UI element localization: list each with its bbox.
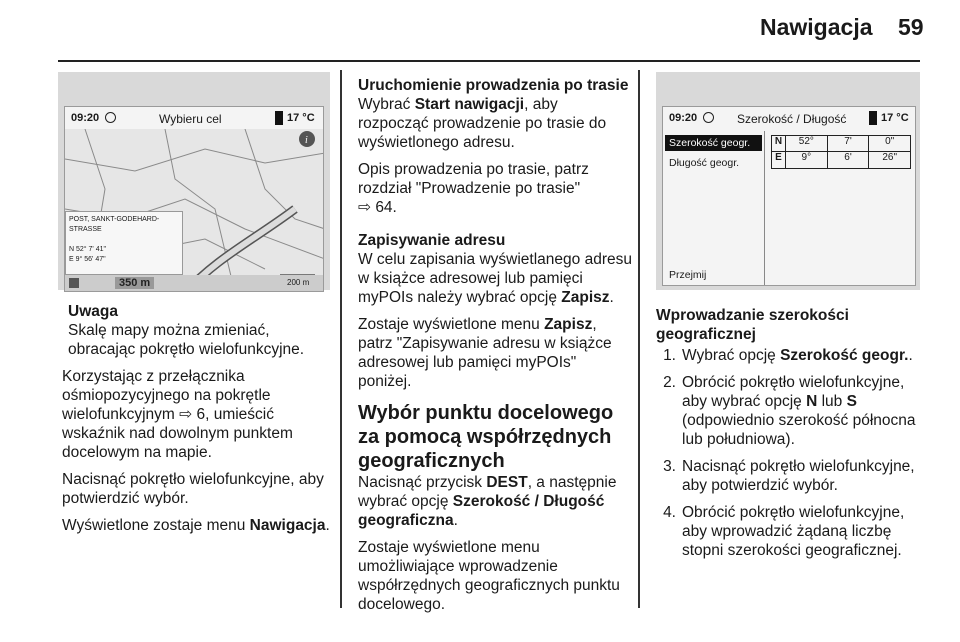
screen-time: 09:20 [669,112,698,124]
note-text: Skalę mapy można zmieniać, obracając pokrętło wielofunkcyjne. [68,322,305,358]
heading-save-address: Zapisywanie adresu [358,232,506,249]
heading-start-guidance: Uruchomienie prowadzenia po trasie [358,77,629,94]
page-title: Nawigacja [760,14,873,40]
paragraph: Korzystając z przełącznika ośmiopozycyjnego na pokrętle wielofunkcyjnym ⇨ 6, umieścić wskaźnik nad dowolnym punktem docelowym na mapie. [62,368,293,461]
map-scale-secondary: 200 m [287,278,310,287]
accept-button[interactable]: Przejmij [669,269,707,281]
column-2-body [358,76,632,622]
popup-latitude: N 52° 7' 41" [69,246,106,253]
coordinate-screen [662,106,916,286]
map-menu-icon[interactable] [69,278,79,288]
address-popup [65,211,183,275]
menu-item-latitude[interactable]: Szerokość geogr. [665,135,762,151]
coordinate-menu [663,131,765,286]
coordinate-screenshot-panel [656,72,920,290]
popup-longitude: E 9° 56' 47" [69,256,106,263]
screen-title: Szerokość / Długość [737,112,847,126]
screen-status-bar [65,107,323,129]
list-item: 2. Obrócić pokrętło wielofunkcyjne, aby wybrać opcję N lub S (odpowiednio szerokość północna lub południowa). [663,374,916,448]
column-3-body [656,306,922,568]
thermometer-icon [869,111,877,125]
paragraph: Nacisnąć przycisk DEST, a następnie wybrać opcję Szerokość / Długość geograficzna. [358,474,617,529]
paragraph: Zostaje wyświetlone menu Zapisz, patrz "Zapisywanie adresu w książce adresowej lub pamięci myPOIs" poniżej. [358,316,612,390]
svg-text:i: i [305,135,308,146]
coordinate-row-lon: E 9° 6' 26" [771,152,911,169]
paragraph: Wybrać Start nawigacji, aby rozpocząć prowadzenie po trasie do wyświetlonego adresu. [358,96,607,151]
page-number: 59 [898,14,924,40]
column-divider-1 [340,70,342,608]
thermometer-icon [275,111,283,125]
paragraph: Wyświetlone zostaje menu Nawigacja. [62,517,330,534]
coordinate-row-lat: N 52° 7' 0" [771,135,911,152]
column-1-body [62,367,334,543]
screen-temperature: 17 °C [287,112,315,124]
clock-icon [105,112,116,123]
map-screenshot-panel [58,72,330,290]
arrow-ref-icon: ⇨ [179,406,193,423]
note-title: Uwaga [68,303,118,320]
list-item: 1. Wybrać opcję Szerokość geogr.. [663,347,913,364]
clock-icon [703,112,714,123]
header-divider [58,60,920,62]
section-heading-coordinates: Wybór punktu docelowego za pomocą współrzędnych geograficznych [358,402,614,472]
screen-temperature: 17 °C [881,112,909,124]
arrow-ref-icon: ⇨ [358,199,371,216]
heading-latitude-entry: Wprowadzanie szerokości geograficznej [656,307,849,343]
note-block [68,302,330,359]
column-divider-2 [638,70,640,608]
screen-status-bar [663,107,915,129]
paragraph: W celu zapisania wyświetlanego adresu w książce adresowej lub pamięci myPOIs należy wybrać opcję Zapisz. [358,251,632,306]
map-scale-label: 350 m [115,277,154,289]
map-screen [64,106,324,292]
coordinate-table [771,135,911,169]
menu-item-longitude[interactable]: Długość geogr. [669,157,740,169]
steps-list [656,346,922,560]
screen-time: 09:20 [71,112,100,124]
list-item: 4. Obrócić pokrętło wielofunkcyjne, aby wprowadzić żądaną liczbę stopni szerokości geograficznej. [663,504,905,559]
paragraph: Opis prowadzenia po trasie, patrz rozdział "Prowadzenie po trasie" ⇨ 64. [358,161,589,216]
list-item: 3. Nacisnąć pokrętło wielofunkcyjne, aby potwierdzić wybór. [663,458,915,494]
popup-street: POST, SANKT-GODEHARD-STRASSE [69,216,160,233]
paragraph: Zostaje wyświetlone menu umożliwiające wprowadzenie współrzędnych geograficznych punktu docelowego. [358,539,620,613]
map-bottom-bar [65,275,324,292]
paragraph: Nacisnąć pokrętło wielofunkcyjne, aby potwierdzić wybór. [62,471,324,507]
screen-title: Wybieru cel [159,112,222,126]
